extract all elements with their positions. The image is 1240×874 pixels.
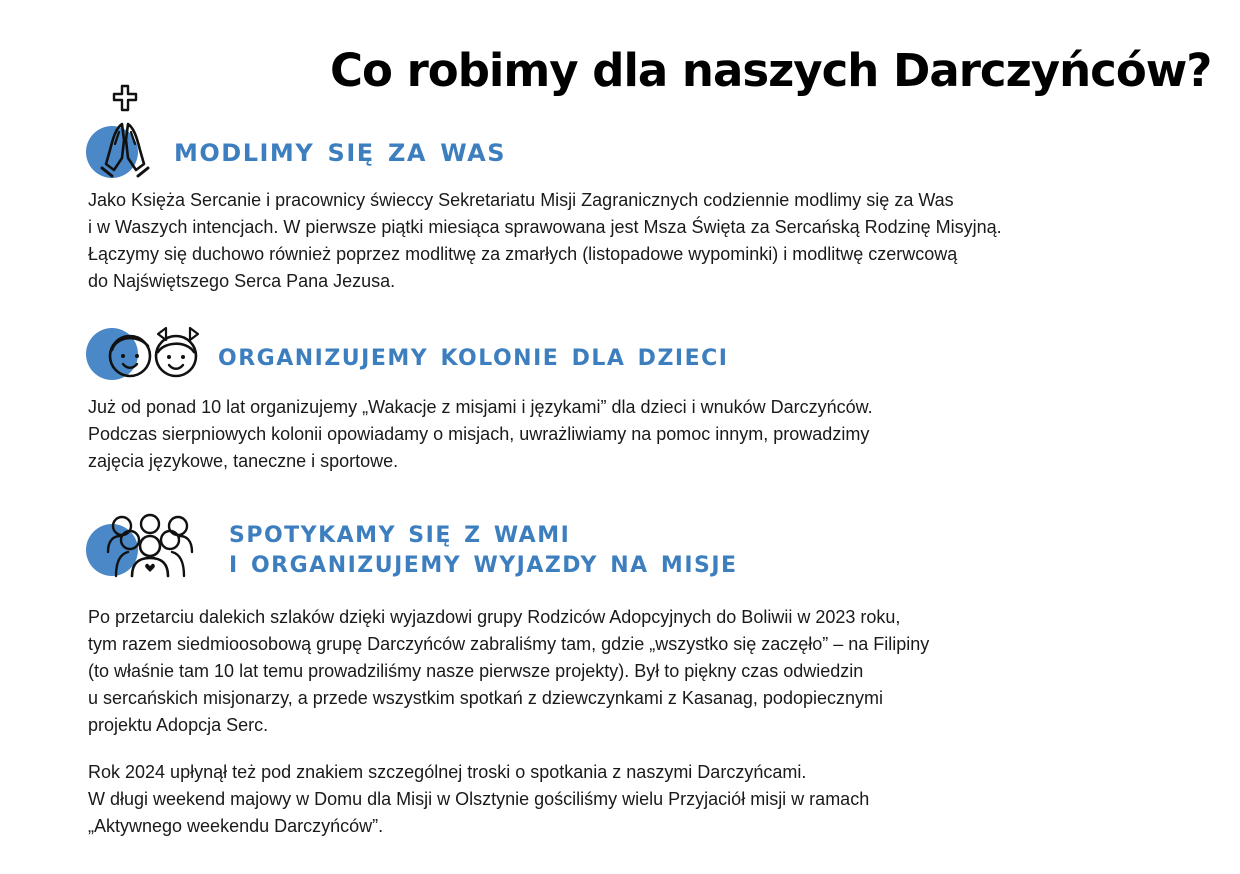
- text-line: projektu Adopcja Serc.: [88, 715, 269, 735]
- text-line: Już od ponad 10 lat organizujemy „Wakacje z misjami i językami” dla dzieci i wnuków Darczyńców.: [88, 397, 873, 417]
- page-title: Co robimy dla naszych Darczyńców?: [330, 44, 1212, 97]
- group-people-icon: [86, 512, 206, 578]
- praying-hands-cross-icon: [86, 80, 162, 184]
- heading-line: organizujemy kolonie dla dzieci: [218, 337, 729, 373]
- text-line: Po przetarciu dalekich szlaków dzięki wyjazdowi grupy Rodziców Adopcyjnych do Boliwii w 2023 roku,: [88, 607, 901, 627]
- text-line: Rok 2024 upłynął też pod znakiem szczególnej troski o spotkania z naszymi Darczyńcami.: [88, 762, 807, 782]
- heading-line: spotykamy się z wami: [229, 514, 571, 550]
- section-heading-camps: [218, 337, 729, 373]
- section-text-trips: [88, 604, 929, 739]
- text-line: zajęcia językowe, taneczne i sportowe.: [88, 451, 399, 471]
- text-line: u sercańskich misjonarzy, a przede wszystkim spotkań z dziewczynkami z Kasanag, podopiecznymi: [88, 688, 883, 708]
- text-line: tym razem siedmioosobową grupę Darczyńców zabraliśmy tam, gdzie „wszystko się zaczęło” – na Filipiny: [88, 634, 930, 654]
- section-text-camps: [88, 394, 873, 475]
- heading-line: i organizujemy wyjazdy na misje: [229, 544, 738, 580]
- section-text-prayer: [88, 187, 1002, 295]
- text-line: Łączymy się duchowo również poprzez modlitwę za zmarłych (listopadowe wypominki) i modlitwę czerwcową: [88, 244, 958, 264]
- text-line: i w Waszych intencjach. W pierwsze piątki miesiąca sprawowana jest Msza Święta za Sercańską Rodzinę Misyjną.: [88, 217, 1002, 237]
- section-heading-prayer: [174, 130, 507, 170]
- text-line: (to właśnie tam 10 lat temu prowadziliśmy nasze pierwsze projekty). Był to piękny czas odwiedzin: [88, 661, 864, 681]
- text-line: Podczas sierpniowych kolonii opowiadamy o misjach, uwrażliwiamy na pomoc innym, prowadzimy: [88, 424, 870, 444]
- section-heading-trips: [229, 514, 738, 580]
- text-line: Jako Księża Sercanie i pracownicy świeccy Sekretariatu Misji Zagranicznych codziennie modlimy się za Was: [88, 190, 954, 210]
- text-line: do Najświętszego Serca Pana Jezusa.: [88, 271, 396, 291]
- text-line: „Aktywnego weekendu Darczyńców”.: [88, 816, 384, 836]
- heading-line: modlimy się za was: [174, 130, 507, 170]
- text-line: W długi weekend majowy w Domu dla Misji w Olsztynie gościliśmy wielu Przyjaciół misji w ramach: [88, 789, 870, 809]
- section-text-trips-2: [88, 759, 869, 840]
- children-faces-icon: [86, 324, 206, 384]
